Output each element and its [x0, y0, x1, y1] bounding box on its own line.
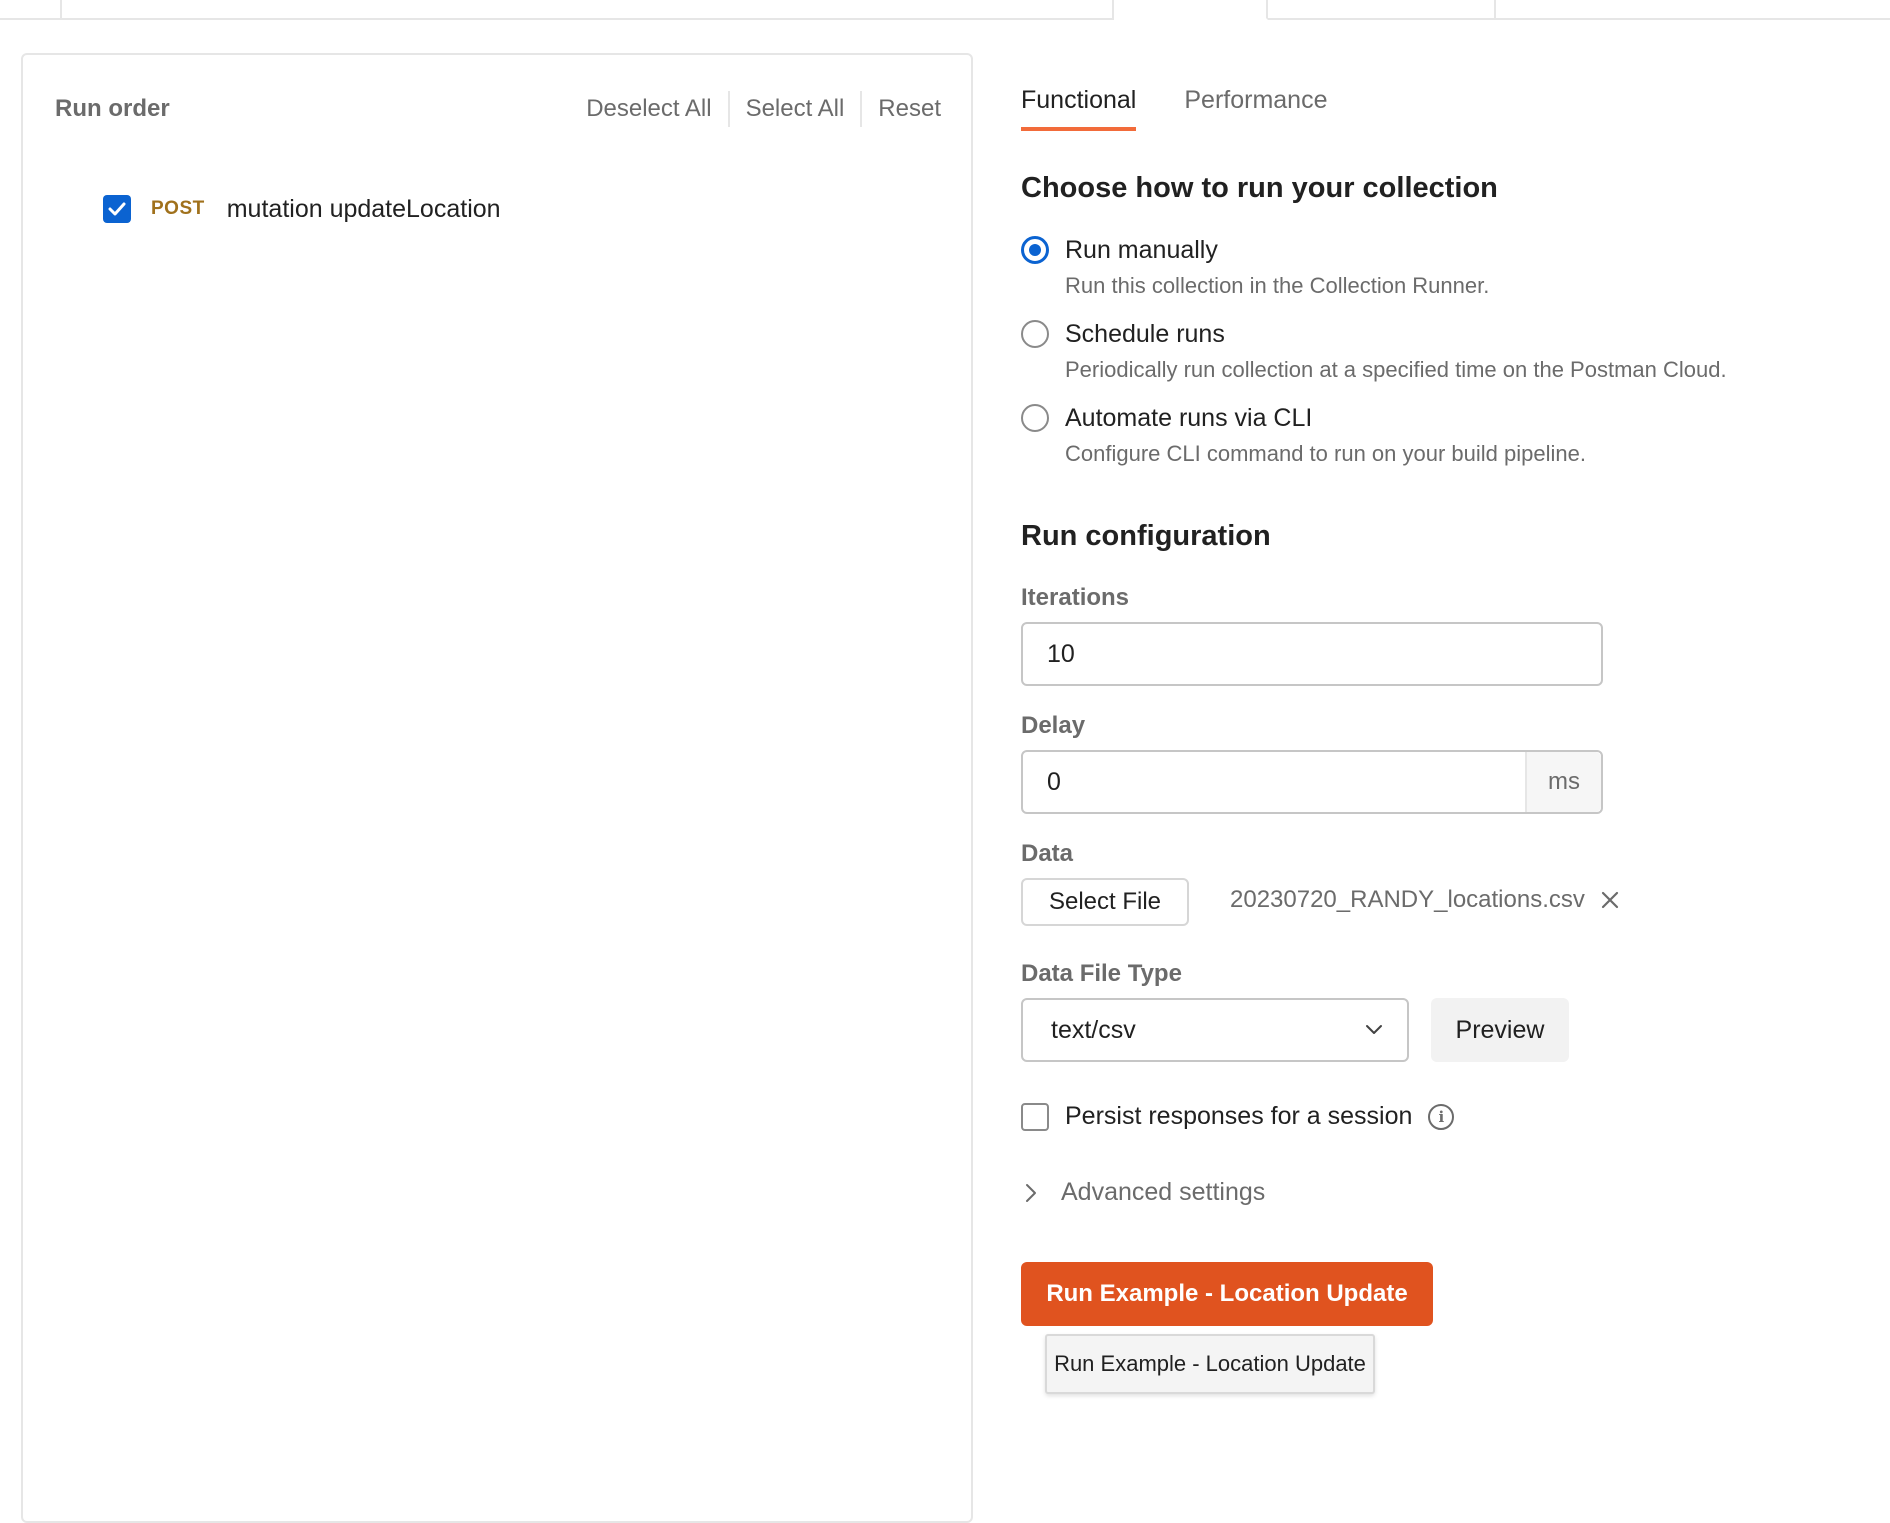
radio-schedule-runs[interactable] [1021, 320, 1049, 348]
persist-responses-row[interactable] [1021, 1102, 1454, 1131]
check-icon [108, 202, 126, 216]
radio-label: Run manually [1065, 236, 1218, 264]
radio-run-manually[interactable] [1021, 236, 1049, 264]
selected-file [1230, 886, 1619, 914]
select-file-button[interactable]: Select File [1021, 878, 1189, 926]
tab-slot[interactable] [62, 0, 1114, 20]
iterations-field[interactable] [1021, 622, 1603, 686]
radio-description: Run this collection in the Collection Runner. [1065, 273, 1490, 298]
runner-tabs [1021, 86, 1375, 129]
data-file-type-value: text/csv [1051, 1015, 1136, 1044]
radio-label: Schedule runs [1065, 320, 1225, 348]
chevron-down-icon [1365, 1024, 1383, 1036]
file-name: 20230720_RANDY_locations.csv [1230, 886, 1585, 913]
tab-performance[interactable]: Performance [1184, 86, 1328, 114]
chevron-right-icon [1025, 1183, 1037, 1203]
radio-text [1065, 234, 1489, 300]
radio-description: Configure CLI command to run on your build pipeline. [1065, 441, 1586, 466]
tab-functional[interactable]: Functional [1021, 86, 1136, 129]
delay-value[interactable]: 0 [1047, 767, 1061, 796]
radio-text [1065, 318, 1727, 384]
run-settings-panel [1021, 0, 1881, 1500]
delay-label: Delay [1021, 712, 1086, 739]
radio-description: Periodically run collection at a specified time on the Postman Cloud. [1065, 357, 1727, 382]
advanced-settings-toggle[interactable] [1025, 1178, 1265, 1207]
data-file-type-select[interactable] [1021, 998, 1409, 1062]
divider [860, 91, 862, 127]
radio-text [1065, 402, 1586, 468]
delay-field[interactable] [1021, 750, 1603, 814]
deselect-all-button[interactable]: Deselect All [586, 95, 712, 122]
run-order-panel [21, 53, 973, 1523]
advanced-settings-label: Advanced settings [1061, 1178, 1266, 1206]
iterations-label: Iterations [1021, 584, 1130, 611]
run-config-heading: Run configuration [1021, 520, 1271, 552]
run-mode-heading: Choose how to run your collection [1021, 172, 1498, 204]
request-name: mutation updateLocation [226, 194, 501, 223]
request-checkbox[interactable] [103, 195, 131, 223]
reset-button[interactable]: Reset [878, 95, 941, 122]
persist-responses-label: Persist responses for a session [1065, 1102, 1413, 1130]
info-icon[interactable]: i [1428, 1104, 1454, 1130]
radio-automate-cli[interactable] [1021, 404, 1049, 432]
automate-cli-option[interactable] [1021, 402, 1586, 468]
run-order-header [55, 91, 941, 127]
request-method: POST [151, 198, 205, 219]
data-label: Data [1021, 840, 1074, 867]
tab-slot[interactable] [0, 0, 62, 20]
select-all-button[interactable]: Select All [745, 95, 845, 122]
delay-unit: ms [1525, 752, 1601, 812]
close-icon[interactable] [1601, 891, 1619, 909]
iterations-value[interactable]: 10 [1047, 639, 1075, 668]
preview-button[interactable]: Preview [1431, 998, 1569, 1062]
request-row[interactable] [103, 191, 501, 227]
radio-label: Automate runs via CLI [1065, 404, 1313, 432]
run-collection-button[interactable]: Run Example - Location Update [1021, 1262, 1433, 1326]
persist-responses-checkbox[interactable] [1021, 1103, 1049, 1131]
run-button-tooltip: Run Example - Location Update [1045, 1334, 1375, 1394]
run-order-actions [586, 91, 941, 127]
run-manually-option[interactable] [1021, 234, 1489, 300]
divider [728, 91, 730, 127]
data-file-type-label: Data File Type [1021, 960, 1182, 987]
schedule-runs-option[interactable] [1021, 318, 1727, 384]
run-order-title: Run order [55, 95, 170, 122]
